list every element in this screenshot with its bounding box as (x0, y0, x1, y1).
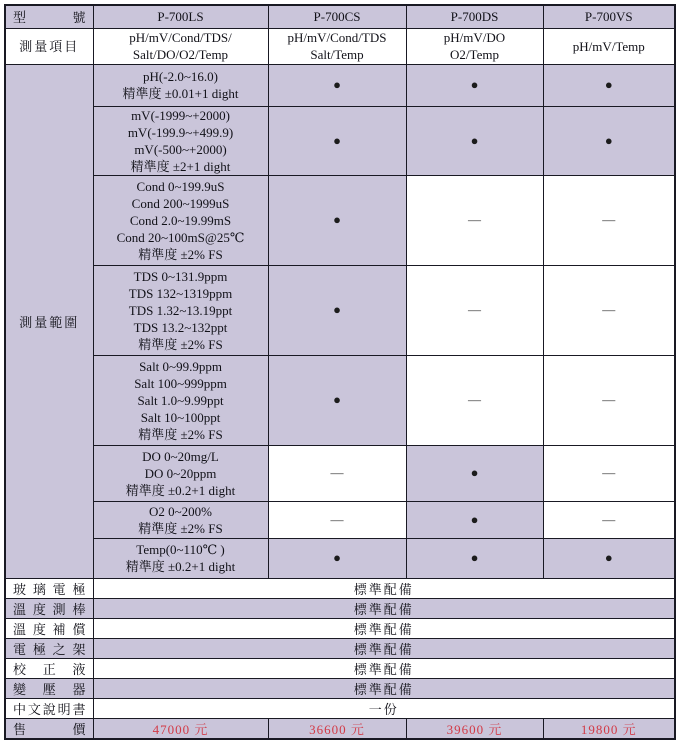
price-row (5, 718, 675, 739)
support-mark-cell: — (543, 175, 675, 265)
model-name-p700ls: P-700LS (93, 5, 268, 28)
measure-items-row (5, 28, 675, 64)
support-mark-cell: — (406, 265, 543, 355)
accessory-label: 變壓器 (5, 678, 93, 698)
range-row-cond (5, 175, 675, 265)
accessory-value: 標準配備 (93, 598, 675, 618)
range-line: mV(-199.9~+499.9) (127, 124, 234, 140)
range-line: TDS 132~1319ppm (128, 285, 233, 301)
measure-items-p700ls (93, 28, 268, 64)
range-line: 精準度 ±2% FS (138, 426, 223, 442)
measure-items-label: 測量項目 (5, 28, 93, 64)
support-mark-cell: — (543, 445, 675, 501)
range-desc-ph (93, 64, 268, 106)
range-line: Salt 1.0~9.99ppt (137, 392, 224, 408)
range-desc-do (93, 445, 268, 501)
range-line: Temp(0~110℃ ) (136, 542, 225, 557)
accessory-label: 中文說明書 (5, 698, 93, 718)
range-line: DO 0~20ppm (144, 465, 217, 481)
measure-items-line: pH/mV/Temp (572, 38, 645, 54)
measure-items-p700vs (543, 28, 675, 64)
range-line: mV(-1999~+2000) (131, 107, 230, 123)
range-line: Cond 0~199.9uS (136, 178, 225, 194)
support-mark-cell: ● (406, 64, 543, 106)
range-line: O2 0~200% (148, 503, 212, 519)
accessory-label: 電極之架 (5, 638, 93, 658)
accessory-row-temp-probe (5, 598, 675, 618)
support-mark-cell: — (543, 265, 675, 355)
support-mark-cell: ● (268, 355, 406, 445)
range-line: TDS 0~131.9ppm (133, 268, 228, 284)
price-p700cs: 36600 元 (268, 718, 406, 739)
model-name-p700ds: P-700DS (406, 5, 543, 28)
support-mark-cell: ● (543, 106, 675, 175)
measure-items-line: pH/mV/DO (443, 30, 506, 45)
range-row-salt (5, 355, 675, 445)
support-mark-cell: ● (268, 64, 406, 106)
accessory-label: 溫度測棒 (5, 598, 93, 618)
support-mark-cell: — (406, 175, 543, 265)
accessory-row-electrode-holder (5, 638, 675, 658)
model-row-label: 型號 (5, 5, 93, 28)
accessory-label: 玻璃電極 (5, 578, 93, 598)
support-mark-cell: ● (268, 538, 406, 578)
model-name-p700vs: P-700VS (543, 5, 675, 28)
range-row-temp (5, 538, 675, 578)
range-line: DO 0~20mg/L (142, 448, 219, 464)
model-name-p700cs: P-700CS (268, 5, 406, 28)
support-mark-cell: ● (406, 501, 543, 538)
price-p700vs: 19800 元 (543, 718, 675, 739)
range-desc-tds (93, 265, 268, 355)
range-line: pH(-2.0~16.0) (143, 69, 218, 84)
accessory-label: 溫度補償 (5, 618, 93, 638)
model-header-row (5, 5, 675, 28)
measure-items-p700cs (268, 28, 406, 64)
range-line: 精準度 ±2% FS (138, 246, 223, 262)
accessory-value: 標準配備 (93, 658, 675, 678)
range-line: 精準度 ±2% FS (138, 520, 223, 536)
range-desc-o2 (93, 501, 268, 538)
accessory-row-calibration-solution (5, 658, 675, 678)
range-line: Cond 200~1999uS (131, 195, 230, 211)
accessory-value: 一份 (93, 698, 675, 718)
range-line: 精準度 ±2% FS (138, 336, 223, 352)
measure-items-line: O2/Temp (450, 47, 499, 62)
support-mark-cell: ● (406, 538, 543, 578)
measure-items-line: Salt/Temp (310, 47, 364, 62)
measure-range-label: 測量範圍 (5, 64, 93, 578)
range-line: Cond 2.0~19.99mS (129, 212, 232, 228)
range-line: TDS 1.32~13.19ppt (128, 302, 233, 318)
range-row-mv (5, 106, 675, 175)
range-row-do (5, 445, 675, 501)
range-desc-temp (93, 538, 268, 578)
price-label: 售價 (5, 718, 93, 739)
support-mark-cell: — (543, 355, 675, 445)
range-line: Cond 20~100mS@25℃ (116, 229, 245, 245)
accessory-value: 標準配備 (93, 678, 675, 698)
support-mark-cell: ● (268, 106, 406, 175)
range-row-o2 (5, 501, 675, 538)
accessory-value: 標準配備 (93, 618, 675, 638)
range-line: 精準度 ±0.2+1 dight (125, 482, 236, 498)
range-line: TDS 13.2~132ppt (133, 319, 228, 335)
support-mark-cell: — (268, 501, 406, 538)
support-mark-cell: ● (543, 64, 675, 106)
accessory-value: 標準配備 (93, 638, 675, 658)
support-mark-cell: ● (406, 445, 543, 501)
accessory-row-chinese-manual (5, 698, 675, 718)
price-p700ds: 39600 元 (406, 718, 543, 739)
support-mark-cell: ● (268, 265, 406, 355)
range-line: 精準度 ±2+1 dight (130, 158, 231, 174)
range-row-tds (5, 265, 675, 355)
support-mark-cell: ● (543, 538, 675, 578)
accessory-row-glass-electrode (5, 578, 675, 598)
range-line: 精準度 ±0.2+1 dight (125, 559, 236, 574)
range-row-ph (5, 64, 675, 106)
support-mark-cell: — (268, 445, 406, 501)
range-desc-cond (93, 175, 268, 265)
measure-items-line: pH/mV/Cond/TDS (287, 30, 387, 45)
accessory-row-temp-compensation (5, 618, 675, 638)
range-line: mV(-500~+2000) (134, 141, 227, 157)
support-mark-cell: ● (268, 175, 406, 265)
range-desc-salt (93, 355, 268, 445)
accessory-row-transformer (5, 678, 675, 698)
support-mark-cell: ● (406, 106, 543, 175)
range-line: Salt 10~100ppt (140, 409, 221, 425)
accessory-value: 標準配備 (93, 578, 675, 598)
range-desc-mv (93, 106, 268, 175)
support-mark-cell: — (543, 501, 675, 538)
measure-items-line: pH/mV/Cond/TDS/ (129, 30, 232, 45)
measure-items-p700ds (406, 28, 543, 64)
accessory-label: 校正液 (5, 658, 93, 678)
measure-items-line: Salt/DO/O2/Temp (132, 47, 229, 62)
range-line: Salt 100~999ppm (134, 375, 227, 391)
support-mark-cell: — (406, 355, 543, 445)
range-line: 精準度 ±0.01+1 dight (122, 86, 239, 101)
price-p700ls: 47000 元 (93, 718, 268, 739)
product-comparison-table (4, 4, 676, 740)
range-line: Salt 0~99.9ppm (139, 358, 222, 374)
